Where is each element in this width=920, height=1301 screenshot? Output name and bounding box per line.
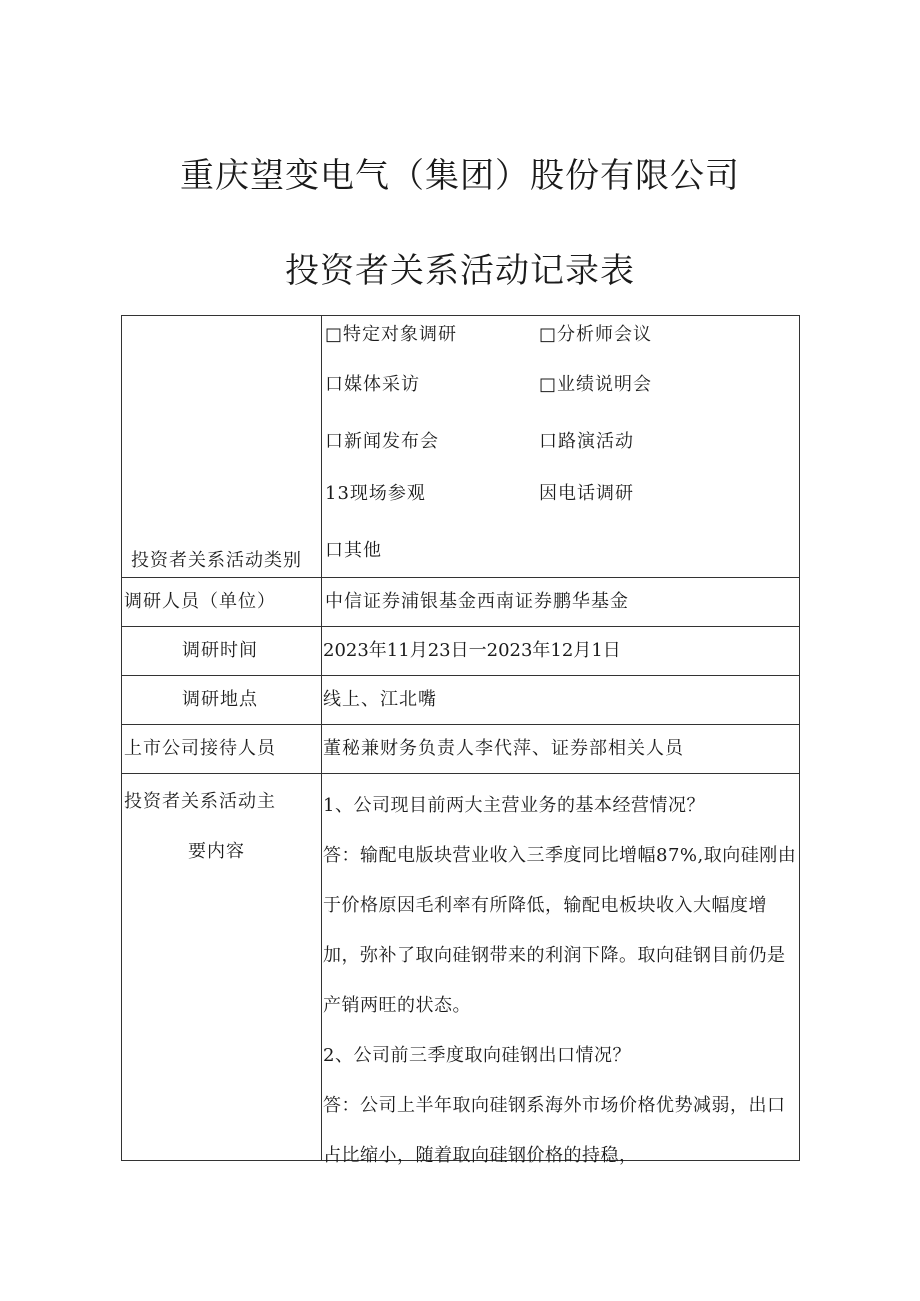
- time-label: 调研时间: [182, 640, 258, 661]
- document-title: 投资者关系活动记录表: [285, 251, 635, 291]
- option-phone-research: 因电话调研: [539, 483, 634, 504]
- row-divider: [122, 724, 799, 725]
- question-2: 2、公司前三季度取向硅钢出口情况？: [323, 1045, 631, 1066]
- option-roadshow: 口路演活动: [539, 431, 634, 452]
- question-1: 1、公司现目前两大主营业务的基本经营情况？: [323, 795, 705, 816]
- option-site-visit: 13现场参观: [325, 483, 426, 504]
- row-divider: [122, 675, 799, 676]
- participants-label: 调研人员（单位）: [124, 591, 276, 612]
- content-label-line2: 要内容: [188, 841, 245, 862]
- option-press-conference: 口新闻发布会: [325, 431, 439, 452]
- option-media-interview: 口媒体采访: [325, 374, 420, 395]
- participants-value: 中信证券浦银基金西南证券鹏华基金: [325, 591, 629, 612]
- answer-2: 答：公司上半年取向硅钢系海外市场价格优势减弱，出口占比缩小，随着取向硅钢价格的持稳，: [323, 1095, 786, 1166]
- option-analyst-meeting: □分析师会议: [539, 324, 653, 345]
- time-value: 2023年11月23日一2023年12月1日: [323, 640, 621, 661]
- column-divider: [321, 316, 322, 1160]
- content-label-line1: 投资者关系活动主: [124, 791, 276, 812]
- row-divider: [122, 626, 799, 627]
- category-label: 投资者关系活动类别: [131, 550, 302, 571]
- option-earnings-briefing: □业绩说明会: [539, 374, 653, 395]
- record-table: [121, 315, 800, 1166]
- company-title: 重庆望变电气（集团）股份有限公司: [180, 156, 740, 196]
- row-divider: [122, 577, 799, 578]
- answer-1: 答：输配电版块营业收入三季度同比增幅87%,取向硅刚由于价格原因毛利率有所降低，输配电板块收入大幅度增加，弥补了取向硅钢带来的利润下降。取向硅钢目前仍是产销两旺的状态。: [323, 845, 797, 1016]
- location-label: 调研地点: [182, 689, 258, 710]
- option-other: 口其他: [325, 540, 382, 561]
- option-specific-research: □特定对象调研: [325, 324, 458, 345]
- row-divider: [122, 773, 799, 774]
- location-value: 线上、江北嘴: [323, 689, 437, 710]
- reception-label: 上市公司接待人员: [124, 738, 276, 759]
- reception-value: 董秘兼财务负责人李代萍、证券部相关人员: [323, 738, 684, 759]
